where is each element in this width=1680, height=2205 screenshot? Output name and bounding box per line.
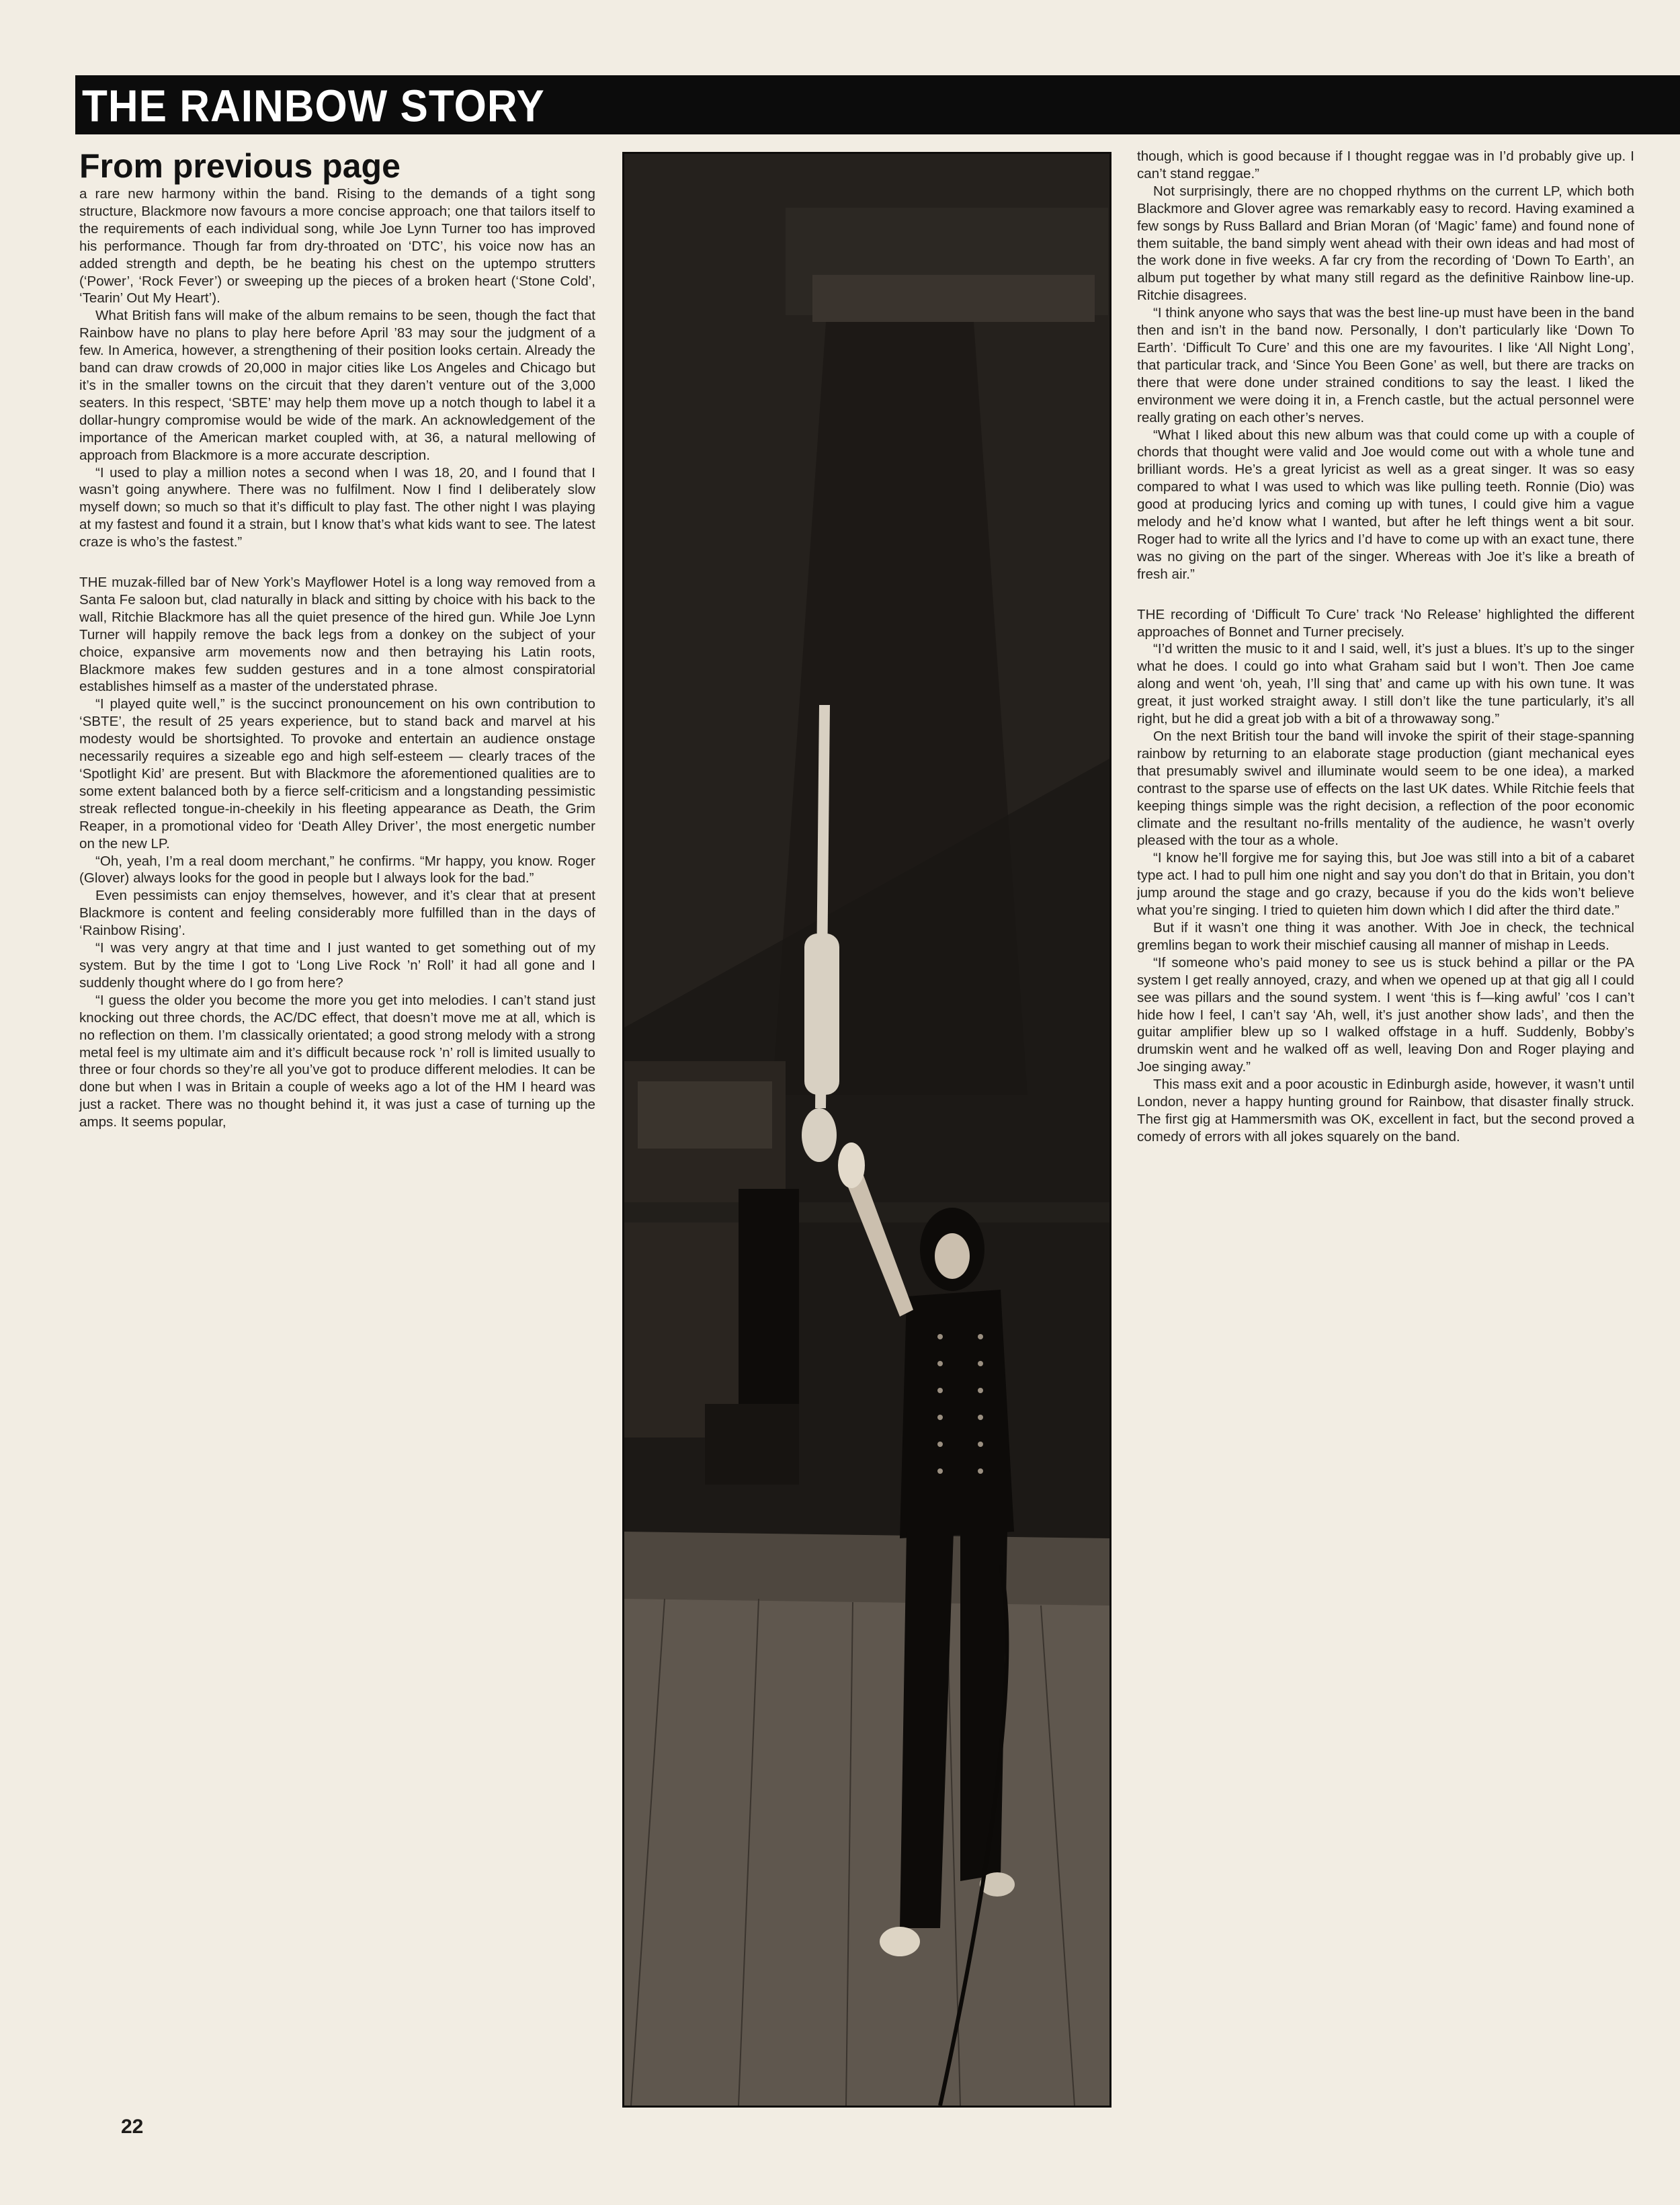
paragraph: “I used to play a million notes a second when I was 18, 20, and I found that I wasn’t going anywhere. There was no fulfilment. Now I find I deliberately slow myself down; so much so that it’s difficult to play fast. The other night I was playing at my fastest and found it a strain, but I know that’s what kids want to see. The latest craze is who’s the fastest.” [79,464,595,550]
paragraph-dropcap: THE muzak-filled bar of New York’s Mayflower Hotel is a long way removed from a Santa Fe saloon but, clad naturally in black and sitting by choice with his back to the wall, Ritchie Blackmore has all the quiet presence of the hired gun. While Joe Lynn Turner will happily remove the back legs from a donkey on the subject of your choice, expansive arm movements now and then betraying his Latin roots, Blackmore makes few sudden gestures and in a tone almost conspiratorial establishes himself as a master of the understated phrase. [79,575,595,695]
paragraph: Even pessimists can enjoy themselves, however, and it’s clear that at present Blackmore is content and feeling considerably more fulfilled than in the days of ‘Rainbow Rising’. [79,888,595,939]
article-column-left [79,185,595,1131]
paragraph-dropcap: THE recording of ‘Difficult To Cure’ track ‘No Release’ highlighted the different approaches of Bonnet and Turner precisely. [1137,606,1634,640]
concert-photo [622,152,1111,2108]
paragraph: “Oh, yeah, I’m a real doom merchant,” he confirms. “Mr happy, you know. Roger (Glover) always looks for the good in people but I always look for the bad.” [79,853,595,886]
paragraph: “I’d written the music to it and I said, well, it’s just a blues. It’s up to the singer what he does. I could go into what Graham said but I won’t. Then Joe came along and went ‘oh, yeah, I’ll sing that’ and came up with his own tune. It was great, it just worked straight away. I still don’t like the tune particularly, it’s all right, but he did a great job with a bit of a throwaway song.” [1137,641,1634,727]
paragraph: But if it wasn’t one thing it was another. With Joe in check, the technical gremlins began to work their mischief causing all manner of mishap in Leeds. [1137,919,1634,953]
paragraph: “I know he’ll forgive me for saying this, but Joe was still into a bit of a cabaret type act. I had to pull him one night and say you don’t do that in Britain, you don’t jump around the stage and go crazy, because if you do the kids won’t believe what you’re singing. I tried to quieten him down which I did after the third date.” [1137,850,1634,919]
continuation-subhead: From previous page [79,147,401,185]
paragraph: On the next British tour the band will invoke the spirit of their stage-spanning rainbow by returning to an elaborate stage production (giant mechanical eyes that presumably swivel and illuminate would seem to be one idea), a marked contrast to the sparse use of effects on the last UK dates. While Ritchie feels that keeping things simple was the right decision, a reflection of the poor economic climate and the resultant no-frills mentality of the audience, he wasn’t overly pleased with the tour as a whole. [1137,729,1634,849]
paragraph: “What I liked about this new album was that could come up with a couple of chords that thought were valid and Joe would come out with a whole tune and brilliant words. He’s a great lyricist as well as a great singer. It was so easy compared to what I was used to which was like pulling teeth. Ronnie (Dio) was good at producing lyrics and coming up with tunes, I could give him a vague melody and he’d know what I wanted, but after he left things went a bit sour. Roger had to write all the lyrics and I’d have to come up with an exact tune, there was no giving on the part of the singer. Whereas with Joe it’s like a breath of fresh air.” [1137,427,1634,582]
paragraph: “I guess the older you become the more you get into melodies. I can’t stand just knocking out three chords, the AC/DC effect, that doesn’t move me at all, which is no reflection on them. I’m classically orientated; a good strong melody with a strong metal feel is my ultimate aim and it’s difficult because rock ’n’ roll is limited usually to three or four chords so they’re all you’ve got to produce different melodies. It can be done but when I was in Britain a couple of weeks ago a lot of the HM I heard was just a racket. There was no thought behind it, it was just a case of turning up the amps. It seems popular, [79,992,595,1130]
paragraph: “I was very angry at that time and I just wanted to get something out of my system. But by the time I got to ‘Long Live Rock ’n’ Roll’ it had all gone and I suddenly thought where do I go from here? [79,940,595,991]
paragraph: What British fans will make of the album remains to be seen, though the fact that Rainbow have no plans to play here before April ’83 may sour the judgment of a few. In America, however, a strengthening of their position looks certain. Already the band can draw crowds of 20,000 in major cities like Los Angeles and Chicago but it’s in the smaller towns on the circuit that they daren’t venture out of the 3,000 seaters. In this respect, ‘SBTE’ may help them move up a notch though to label it a dollar-hungry compromise would be wide of the mark. An acknowledgement of the importance of the American market coupled with, at 36, a natural mellowing of approach from Blackmore is a more accurate description. [79,308,595,463]
article-column-right [1137,148,1634,1146]
section-banner [75,75,1680,134]
paragraph: This mass exit and a poor acoustic in Edinburgh aside, however, it wasn’t until London, never a happy hunting ground for Rainbow, that disaster finally struck. The first gig at Hammersmith was OK, excellent in fact, but the second proved a comedy of errors with all jokes squarely on the band. [1137,1077,1634,1145]
page-number: 22 [121,2116,144,2138]
paragraph: “I played quite well,” is the succinct pronouncement on his own contribution to ‘SBTE’, the result of 25 years experience, but to stand back and marvel at his modesty would be shortsighted. To provoke and entertain an audience onstage necessarily requires a sizeable ego and high self-esteem — clearly traces of the ‘Spotlight Kid’ are present. But with Blackmore the aforementioned qualities are to some extent balanced both by a fierce self-criticism and a longstanding pessimistic streak reflected tongue-in-cheekily in his fleeting appearance as Death, the Grim Reaper, in a promotional video for ‘Death Alley Driver’, the most energetic number on the new LP. [79,696,595,851]
banner-title: THE RAINBOW STORY [82,81,545,132]
paragraph: “I think anyone who says that was the best line-up must have been in the band then and isn’t in the band now. Personally, I don’t particularly like ‘Down To Earth’. ‘Difficult To Cure’ and this one are my favourites. I like ‘All Night Long’, that particular track, and ‘Since You Been Gone’ as well, but there are tracks on there that were done under strained conditions to say the least. I liked the environment we were doing it in, a French castle, but the actual personnel were really grating on each other’s nerves. [1137,305,1634,425]
paragraph: though, which is good because if I thought reggae was in I’d probably give up. I can’t stand reggae.” [1137,149,1634,181]
paragraph: “If someone who’s paid money to see us is stuck behind a pillar or the PA system I get really annoyed, crazy, and when we opened up at that gig all I could see was pillars and the sound system. I went ‘this is f—king awful’ ’cos I can’t hide how I feel, I can’t say ‘Ah, well, it’s just another show lads’, and then the guitar amplifier blew up so I walked offstage in a huff. Suddenly, Bobby’s drumskin went and he walked off as well, leaving Don and Roger playing and Joe singing away.” [1137,954,1634,1075]
photo-illustration [624,154,1109,2106]
paragraph: a rare new harmony within the band. Rising to the demands of a tight song structure, Blackmore now favours a more concise approach; one that tailors itself to the requirements of each individual song, while Joe Lynn Turner too has improved his performance. Though far from dry-throated on ‘DTC’, his voice now has an added strength and depth, be he beating his chest on the uptempo strutters (‘Power’, ‘Rock Fever’) or sweeping up the pieces of a broken heart (‘Stone Cold’, ‘Tearin’ Out My Heart’). [79,186,595,306]
paragraph: Not surprisingly, there are no chopped rhythms on the current LP, which both Blackmore and Glover agree was remarkably easy to record. Having examined a few songs by Russ Ballard and Brian Moran (of ‘Magic’ fame) and found none of them suitable, the band simply went ahead with their own ideas and had most of the work done in five weeks. A far cry from the recording of ‘Down To Earth’, an album put together by what many still regard as the definitive Rainbow line-up. Ritchie disagrees. [1137,183,1634,304]
